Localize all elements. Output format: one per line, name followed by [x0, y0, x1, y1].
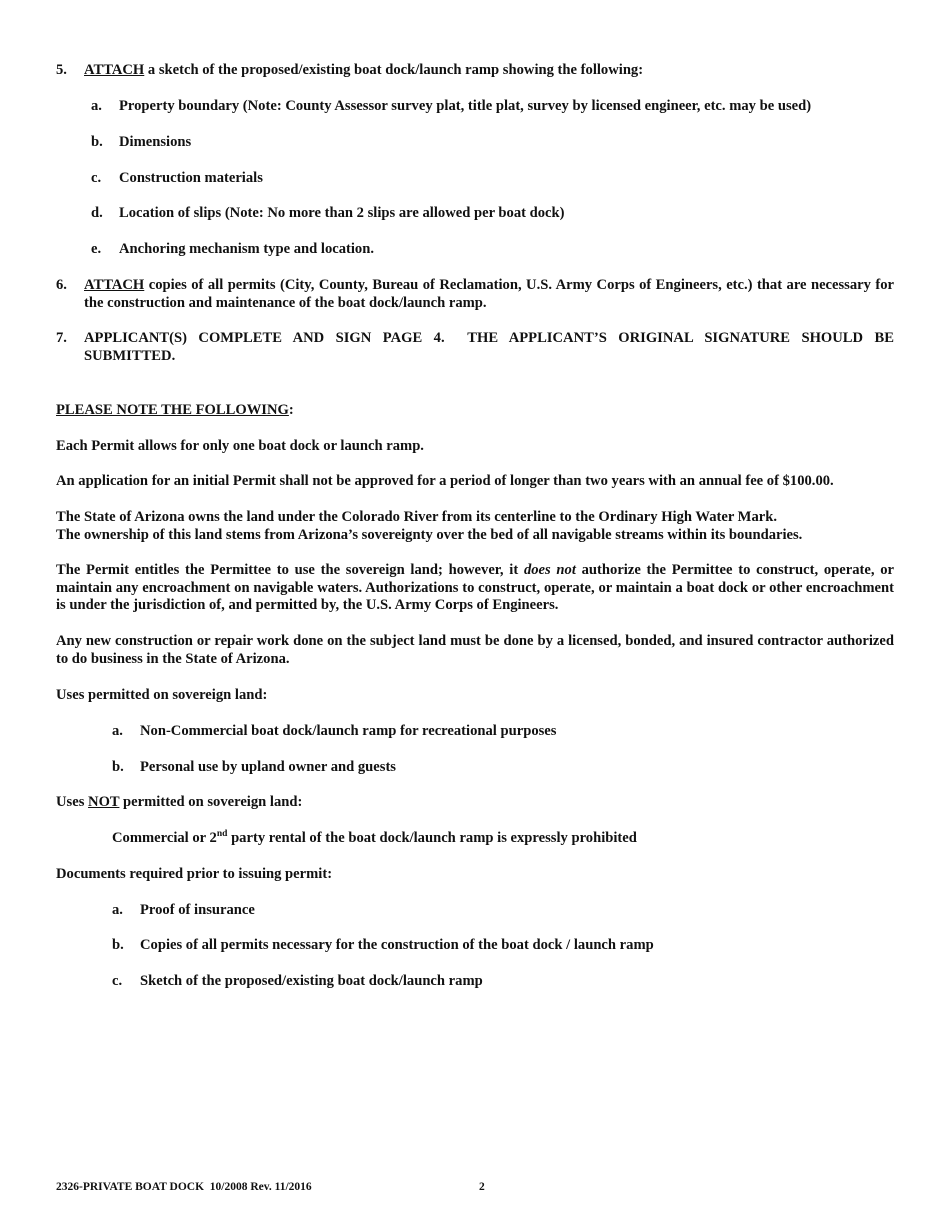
note-ownership-line-2: The ownership of this land stems from Arizona’s sovereignty over the bed of all navigable streams within its boundaries.	[56, 526, 803, 543]
item-5-text: a sketch of the proposed/existing boat dock/launch ramp showing the following:	[144, 62, 644, 78]
item-5-subitem-letter: d.	[91, 205, 103, 221]
item-5-subitem-text: Dimensions	[119, 134, 192, 150]
documents-item-letter: a.	[112, 902, 123, 918]
item-5-subitem-letter: e.	[91, 241, 102, 257]
note-contractor: Any new construction or repair work done on the subject land must be done by a licensed, bonded, and insured contractor authorized to do business in the State of Arizona.	[56, 633, 894, 667]
documents-item-text: Proof of insurance	[140, 902, 255, 918]
item-6-number: 6.	[56, 277, 67, 293]
item-5-subitem-text: Construction materials	[119, 170, 263, 186]
footer-page-number: 2	[479, 1181, 485, 1193]
documents-item-letter: b.	[112, 937, 124, 953]
note-one-dock: Each Permit allows for only one boat dock or launch ramp.	[56, 438, 424, 454]
uses-permitted-letter: b.	[112, 759, 124, 775]
item-6-text: copies of all permits (City, County, Bureau of Reclamation, U.S. Army Corps of Engineers, etc.) that are necessary for the construction and maintenance of the boat dock/launch ramp.	[84, 277, 894, 311]
uses-permitted-text: Personal use by upland owner and guests	[140, 759, 396, 775]
item-5-subitem-letter: a.	[91, 98, 102, 114]
documents-heading: Documents required prior to issuing permit:	[56, 866, 333, 882]
uses-permitted-letter: a.	[112, 723, 123, 739]
documents-item-text: Sketch of the proposed/existing boat dock/launch ramp	[140, 973, 483, 989]
does-not-emphasis: does not	[523, 562, 576, 578]
footer-form-id: 2326-PRIVATE BOAT DOCK 10/2008 Rev. 11/2016	[56, 1181, 312, 1193]
item-5-subitem-letter: b.	[91, 134, 103, 150]
item-6-lead: ATTACH	[84, 277, 145, 293]
item-5-subitem-letter: c.	[91, 170, 102, 186]
documents-item-letter: c.	[112, 973, 123, 989]
item-5-subitem-text: Anchoring mechanism type and location.	[119, 241, 374, 257]
item-7	[56, 330, 898, 365]
documents-item-text: Copies of all permits necessary for the construction of the boat dock / launch ramp	[140, 937, 654, 953]
item-7-number: 7.	[56, 330, 67, 346]
note-ownership	[56, 509, 894, 544]
note-initial-permit: An application for an initial Permit shall not be approved for a period of longer than two years with an annual fee of $100.00.	[56, 473, 834, 489]
item-5-subitem-text: Property boundary (Note: County Assessor survey plat, title plat, survey by licensed engineer, etc. may be used)	[119, 98, 812, 114]
notes-heading: PLEASE NOTE THE FOLLOWING:	[56, 402, 294, 418]
uses-permitted-text: Non-Commercial boat dock/launch ramp for recreational purposes	[140, 723, 557, 739]
item-5-number: 5.	[56, 62, 67, 78]
item-5-lead: ATTACH	[84, 62, 145, 78]
uses-not-permitted-heading: Uses NOT permitted on sovereign land:	[56, 794, 303, 810]
item-5-subitem-text: Location of slips (Note: No more than 2 slips are allowed per boat dock)	[119, 205, 565, 221]
uses-permitted-heading: Uses permitted on sovereign land:	[56, 687, 268, 703]
item-6	[56, 277, 894, 312]
item-7-text: APPLICANT(S) COMPLETE AND SIGN PAGE 4. THE APPLICANT’S ORIGINAL SIGNATURE SHOULD BE SUBMITTED.	[84, 330, 898, 364]
note-permit-scope: The Permit entitles the Permittee to use the sovereign land; however, it does not authorize the Permittee to construct, operate, or maintain any encroachment on navigable waters. Authorizations to construct, operate, or maintain a boat dock or other encroachment is under the jurisdiction of, and permitted by, the U.S. Army Corps of Engineers.	[56, 562, 894, 613]
uses-not-permitted-text: Commercial or 2nd party rental of the boat dock/launch ramp is expressly prohibited	[112, 829, 637, 846]
note-ownership-line-1: The State of Arizona owns the land under the Colorado River from its centerline to the Ordinary High Water Mark.	[56, 509, 777, 525]
